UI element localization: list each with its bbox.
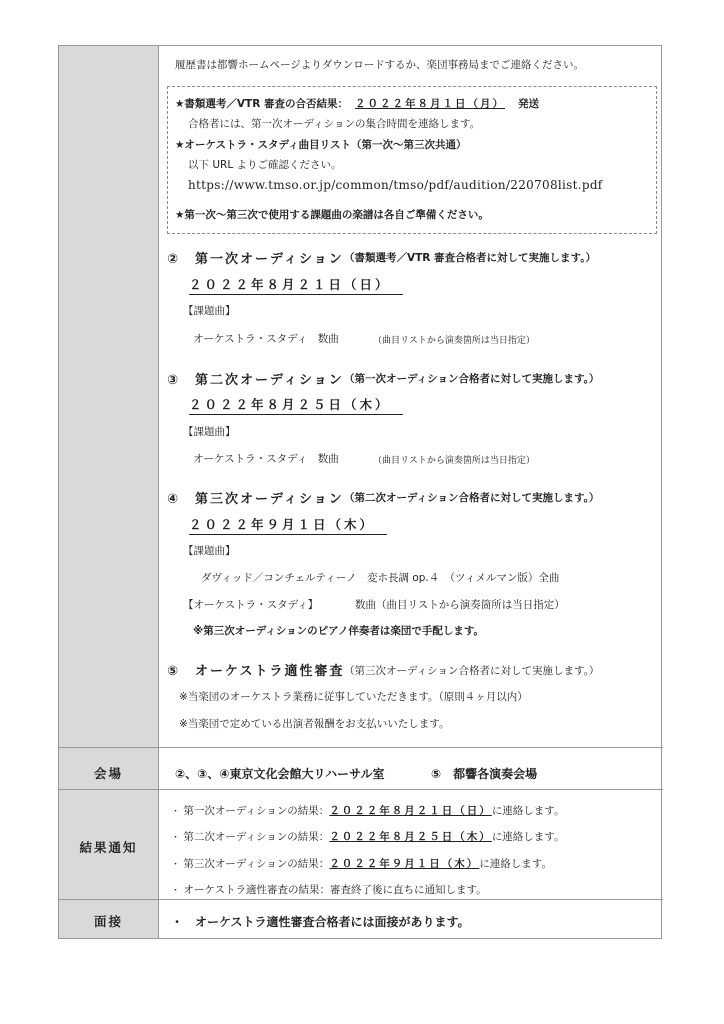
round3-piece: ダヴィッド／コンチェルティーノ 変ホ長調 op.４ （ツィメルマン版）全曲 xyxy=(201,572,560,584)
study-list-link[interactable]: https://www.tmso.or.jp/common/tmso/pdf/audition/220708list.pdf xyxy=(188,178,603,192)
interview-text: ・ オーケストラ適性審査合格者には面接があります。 xyxy=(171,915,470,929)
venue-label: 会場 xyxy=(93,766,123,781)
round1-piece-note: （曲目リストから演奏箇所は当日指定） xyxy=(373,336,535,346)
venue-text1: ②、③、④東京文化会館大リハーサル室 xyxy=(175,767,385,781)
round1-piece: オーケストラ・スタディ 数曲 xyxy=(193,333,339,345)
round2-date: ２０２２年８月２５日（木） xyxy=(189,395,403,415)
round3-study: 数曲（曲目リストから演奏箇所は当日指定） xyxy=(355,599,565,611)
score-note: ★第一次～第三次で使用する課題曲の楽譜は各自ご準備ください。 xyxy=(175,209,489,221)
fitness-heading: ⑤ オーケストラ適性審査 xyxy=(167,664,345,679)
round3-note: （第二次オーディション合格者に対して実施します。） xyxy=(344,492,600,504)
round1-piece-label: 【課題曲】 xyxy=(183,305,236,317)
result-item: ・ 第一次オーディションの結果：２０２２年８月２１日（日）に連絡します。 xyxy=(171,805,565,817)
round3-piece-label: 【課題曲】 xyxy=(183,545,236,557)
intro-text: 履歴書は都響ホームページよりダウンロードするか、楽団事務局までご連絡ください。 xyxy=(175,59,584,71)
fitness-line2: ※当楽団で定めている出演者報酬をお支払いいたします。 xyxy=(179,718,450,730)
divider-venue xyxy=(59,747,663,748)
round2-piece-label: 【課題曲】 xyxy=(183,426,236,438)
venue-text2: ⑤ 都響各演奏会場 xyxy=(431,767,538,781)
result-prefix: ★書類選考／VTR 審査の合否結果： xyxy=(175,98,348,110)
round3-special: ※第三次オーディションのピアノ伴奏者は楽団で手配します。 xyxy=(193,625,484,637)
result-item: ・ 第二次オーディションの結果：２０２２年８月２５日（木）に連絡します。 xyxy=(171,831,565,843)
audition-table xyxy=(58,45,662,939)
round3-heading: ④ 第三次オーディション xyxy=(167,492,344,507)
results-label: 結果通知 xyxy=(79,840,138,855)
label-column xyxy=(59,46,159,938)
round2-piece-note: （曲目リストから演奏箇所は当日指定） xyxy=(373,456,535,466)
study-detail: 以下 URL よりご確認ください。 xyxy=(188,159,342,171)
round1-heading: ② 第一次オーディション xyxy=(167,252,344,267)
round2-heading: ③ 第二次オーディション xyxy=(167,373,344,388)
round3-study-label: 【オーケストラ・スタディ】 xyxy=(183,599,319,611)
interview-label: 面接 xyxy=(93,914,123,929)
study-title: ★オーケストラ・スタディ曲目リスト（第一次～第三次共通） xyxy=(175,139,467,151)
divider-results xyxy=(59,789,663,790)
result-suffix: 発送 xyxy=(518,98,539,110)
divider-interview xyxy=(59,899,663,900)
fitness-line1: ※当楽団のオーケストラ業務に従事していただきます。（原則４ヶ月以内） xyxy=(179,691,528,703)
result-detail: 合格者には、第一次オーディションの集合時間を連絡します。 xyxy=(188,118,481,130)
notes-box xyxy=(167,86,657,234)
fitness-note: （第三次オーディション合格者に対して実施します。） xyxy=(344,665,600,677)
result-item: ・ オーケストラ適性審査の結果：審査終了後に直ちに通知します。 xyxy=(171,884,487,896)
round1-note: （書類選考／VTR 審査合格者に対して実施します。） xyxy=(344,252,596,264)
round2-note: （第一次オーディション合格者に対して実施します。） xyxy=(344,373,600,385)
round3-date: ２０２２年９月１日（木） xyxy=(189,515,387,535)
result-date: ２０２２年８月１日（月） xyxy=(355,98,505,110)
result-item: ・ 第三次オーディションの結果：２０２２年９月１日（木）に連絡します。 xyxy=(171,858,552,870)
round2-piece: オーケストラ・スタディ 数曲 xyxy=(193,453,339,465)
round1-date: ２０２２年８月２１日（日） xyxy=(189,275,403,295)
